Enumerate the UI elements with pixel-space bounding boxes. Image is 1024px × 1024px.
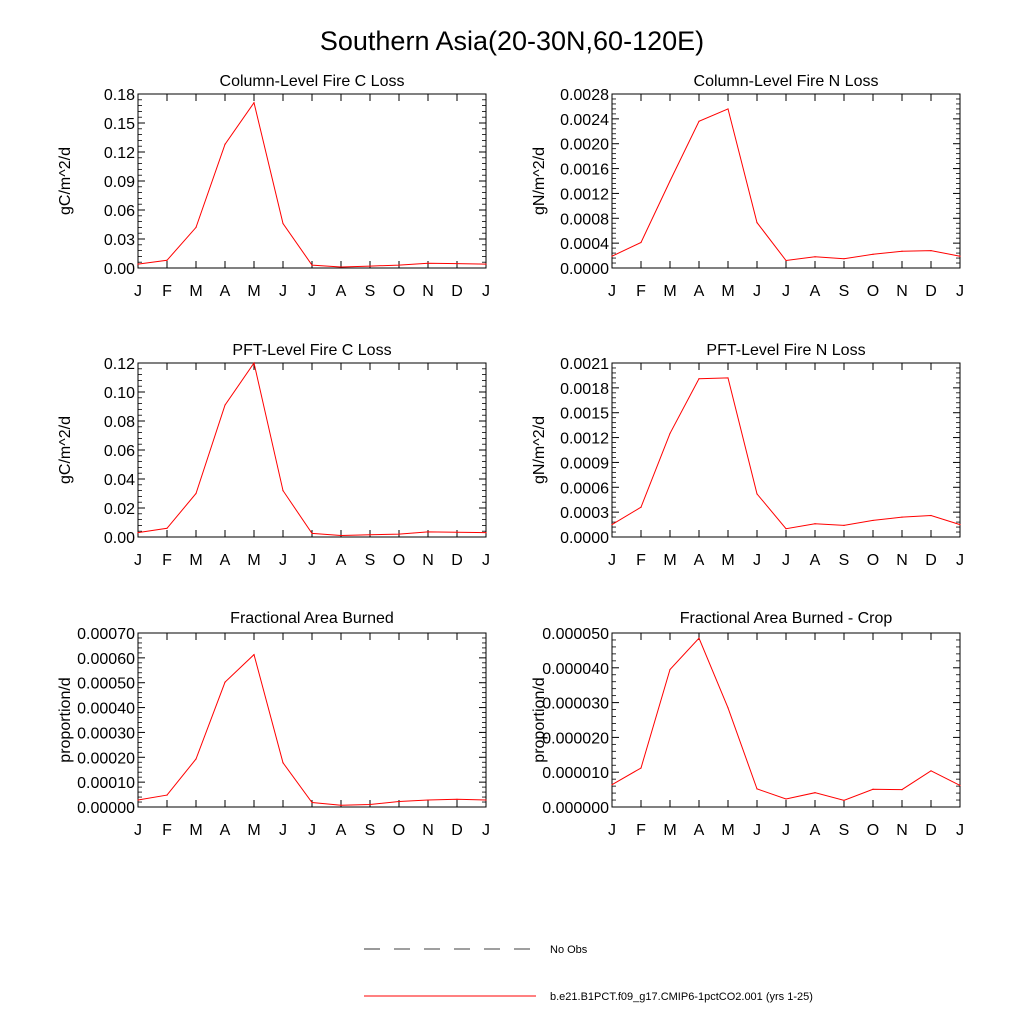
plot-frame [138, 94, 486, 268]
data-point [253, 654, 254, 655]
x-tick-label: A [335, 552, 347, 569]
x-tick-label: O [392, 822, 406, 839]
panel-6 [531, 610, 964, 839]
y-tick-label: 0.00040 [77, 700, 135, 718]
x-tick-label: M [663, 822, 677, 839]
series-line [612, 109, 960, 261]
x-tick-label: J [608, 283, 616, 300]
x-tick-label: N [896, 283, 908, 300]
x-tick-label: J [956, 552, 964, 569]
x-tick-label: A [335, 822, 347, 839]
data-point [456, 532, 457, 533]
x-tick-label: S [838, 283, 850, 300]
x-tick-label: J [482, 283, 490, 300]
data-point [369, 534, 370, 535]
panels [57, 73, 964, 839]
data-point [669, 180, 670, 181]
data-point [814, 256, 815, 257]
data-point [398, 265, 399, 266]
x-tick-label: N [896, 822, 908, 839]
data-point [224, 682, 225, 683]
x-tick-label: N [422, 283, 434, 300]
data-point [311, 802, 312, 803]
data-point [959, 524, 960, 525]
y-axis-label: proportion/d [531, 677, 548, 763]
figure-title: Southern Asia(20-30N,60-120E) [319, 26, 705, 56]
x-tick-label: D [451, 552, 463, 569]
data-point [756, 222, 757, 223]
x-tick-label: J [608, 552, 616, 569]
y-tick-label: 0.04 [103, 472, 135, 489]
y-tick-label: 0.00030 [77, 725, 135, 743]
data-point [785, 260, 786, 261]
series-line [612, 378, 960, 529]
data-point [485, 532, 486, 533]
data-point [195, 758, 196, 759]
y-axis-label: gN/m^2/d [531, 147, 548, 215]
data-point [166, 528, 167, 529]
data-point [340, 805, 341, 806]
y-tick-label: 0.06 [103, 443, 135, 460]
data-point [166, 260, 167, 261]
x-tick-label: A [809, 552, 821, 569]
x-tick-label: S [838, 822, 850, 839]
plot-frame [612, 94, 960, 268]
y-tick-label: 0.000010 [542, 765, 609, 783]
data-point [485, 264, 486, 265]
y-tick-label: 0.06 [103, 203, 135, 220]
x-tick-label: J [482, 822, 490, 839]
y-tick-label: 0.000050 [542, 626, 609, 643]
panel-title: Column-Level Fire N Loss [693, 73, 879, 90]
data-point [611, 256, 612, 257]
data-point [640, 242, 641, 243]
x-tick-label: J [782, 822, 790, 839]
data-point [669, 669, 670, 670]
data-point [698, 121, 699, 122]
y-tick-label: 0.00010 [77, 775, 135, 793]
x-tick-label: J [782, 283, 790, 300]
x-tick-label: M [663, 552, 677, 569]
x-tick-label: A [809, 283, 821, 300]
x-tick-label: J [753, 283, 761, 300]
x-tick-label: M [663, 283, 677, 300]
y-tick-label: 0.000020 [542, 730, 609, 748]
data-point [253, 362, 254, 363]
data-point [698, 378, 699, 379]
data-point [369, 804, 370, 805]
data-point [340, 535, 341, 536]
x-tick-label: N [896, 552, 908, 569]
y-tick-label: 0.0003 [560, 505, 609, 523]
y-tick-label: 0.0028 [560, 87, 609, 104]
y-tick-label: 0.15 [103, 116, 135, 133]
y-axis-label: proportion/d [57, 677, 74, 763]
y-tick-label: 0.08 [103, 414, 135, 431]
data-point [785, 528, 786, 529]
x-tick-label: A [335, 283, 347, 300]
y-axis-label: gC/m^2/d [57, 147, 74, 215]
legend-obs-label: No Obs [550, 944, 588, 956]
y-tick-label: 0.0004 [560, 236, 609, 254]
x-tick-label: J [134, 822, 142, 839]
data-point [814, 523, 815, 524]
x-tick-label: O [392, 552, 406, 569]
data-point [427, 263, 428, 264]
x-tick-label: D [925, 552, 937, 569]
legend-model-label: b.e21.B1PCT.f09_g17.CMIP6-1pctCO2.001 (yrs 1-25) [550, 991, 813, 1003]
series-line [612, 638, 960, 800]
data-point [398, 534, 399, 535]
data-point [253, 102, 254, 103]
y-tick-label: 0.10 [103, 385, 135, 402]
x-tick-label: F [636, 283, 646, 300]
y-tick-label: 0.09 [103, 174, 135, 191]
plot-frame [612, 633, 960, 807]
x-tick-label: J [279, 283, 287, 300]
data-point [727, 377, 728, 378]
data-point [872, 789, 873, 790]
x-tick-label: A [809, 822, 821, 839]
x-tick-label: F [636, 822, 646, 839]
data-point [930, 250, 931, 251]
x-tick-label: F [162, 822, 172, 839]
y-tick-label: 0.00070 [77, 626, 135, 643]
x-tick-label: S [364, 552, 376, 569]
y-tick-label: 0.0020 [560, 136, 609, 154]
data-point [282, 223, 283, 224]
panel-2 [531, 73, 964, 300]
x-tick-label: D [925, 283, 937, 300]
x-tick-label: J [308, 822, 316, 839]
panel-5 [57, 610, 490, 839]
x-tick-label: S [364, 822, 376, 839]
x-tick-label: J [134, 552, 142, 569]
panel-title: PFT-Level Fire N Loss [706, 342, 866, 359]
data-point [785, 798, 786, 799]
x-tick-label: M [247, 822, 261, 839]
y-tick-label: 0.00020 [77, 750, 135, 768]
data-point [195, 493, 196, 494]
x-tick-label: S [364, 283, 376, 300]
panel-title: Fractional Area Burned [230, 610, 394, 627]
y-tick-label: 0.02 [103, 501, 135, 518]
y-tick-label: 0.0018 [560, 380, 609, 398]
data-point [340, 266, 341, 267]
data-point [282, 490, 283, 491]
panel-title: PFT-Level Fire C Loss [232, 342, 392, 359]
data-point [669, 433, 670, 434]
data-point [843, 258, 844, 259]
y-tick-label: 0.0021 [560, 356, 609, 373]
x-tick-label: F [162, 552, 172, 569]
data-point [224, 144, 225, 145]
data-point [398, 801, 399, 802]
panel-3 [57, 342, 490, 569]
x-tick-label: O [392, 283, 406, 300]
x-tick-label: D [451, 283, 463, 300]
y-axis-label: gC/m^2/d [57, 416, 74, 484]
data-point [756, 493, 757, 494]
data-point [137, 264, 138, 265]
data-point [727, 707, 728, 708]
data-point [282, 762, 283, 763]
data-point [959, 785, 960, 786]
x-tick-label: F [636, 552, 646, 569]
x-tick-label: O [866, 552, 880, 569]
y-tick-label: 0.0012 [560, 186, 609, 204]
data-point [311, 265, 312, 266]
y-tick-label: 0.18 [103, 87, 135, 104]
data-point [872, 254, 873, 255]
x-tick-label: A [693, 552, 705, 569]
x-tick-label: J [308, 552, 316, 569]
series-line [138, 655, 486, 806]
x-tick-label: J [308, 283, 316, 300]
x-tick-label: J [134, 283, 142, 300]
y-tick-label: 0.0016 [560, 161, 609, 179]
plot-frame [138, 633, 486, 807]
y-tick-label: 0.0000 [560, 530, 609, 547]
data-point [901, 251, 902, 252]
x-tick-label: M [721, 283, 735, 300]
data-point [224, 404, 225, 405]
y-tick-label: 0.00050 [77, 675, 135, 693]
data-point [427, 531, 428, 532]
data-point [901, 517, 902, 518]
data-point [959, 256, 960, 257]
data-point [611, 524, 612, 525]
y-tick-label: 0.0000 [560, 261, 609, 278]
x-tick-label: D [925, 822, 937, 839]
x-tick-label: J [753, 822, 761, 839]
y-tick-label: 0.00060 [77, 650, 135, 668]
legend [364, 944, 813, 1003]
data-point [930, 770, 931, 771]
x-tick-label: J [956, 283, 964, 300]
data-point [901, 789, 902, 790]
y-tick-label: 0.0024 [560, 111, 609, 129]
x-tick-label: M [247, 552, 261, 569]
x-tick-label: M [189, 552, 203, 569]
y-tick-label: 0.12 [103, 145, 135, 162]
y-tick-label: 0.000030 [542, 695, 609, 713]
y-tick-label: 0.0012 [560, 430, 609, 448]
x-tick-label: O [866, 822, 880, 839]
series-line [138, 363, 486, 536]
panel-title: Column-Level Fire C Loss [219, 73, 405, 90]
x-tick-label: M [721, 822, 735, 839]
data-point [930, 515, 931, 516]
y-tick-label: 0.000040 [542, 660, 609, 678]
data-point [137, 799, 138, 800]
x-tick-label: J [279, 822, 287, 839]
plot-frame [138, 363, 486, 537]
data-point [369, 265, 370, 266]
y-tick-label: 0.03 [103, 232, 135, 249]
y-tick-label: 0.0009 [560, 455, 609, 473]
y-tick-label: 0.0006 [560, 480, 609, 498]
x-tick-label: J [482, 552, 490, 569]
x-tick-label: J [279, 552, 287, 569]
data-point [456, 799, 457, 800]
data-point [311, 533, 312, 534]
data-point [872, 520, 873, 521]
x-tick-label: D [451, 822, 463, 839]
x-tick-label: M [247, 283, 261, 300]
y-tick-label: 0.00 [103, 261, 135, 278]
panel-title: Fractional Area Burned - Crop [679, 610, 893, 627]
data-point [485, 799, 486, 800]
data-point [427, 799, 428, 800]
y-tick-label: 0.0008 [560, 211, 609, 229]
panel-4 [531, 342, 964, 569]
data-point [640, 507, 641, 508]
y-tick-label: 0.00000 [77, 800, 135, 817]
x-tick-label: J [782, 552, 790, 569]
data-point [727, 108, 728, 109]
x-tick-label: M [189, 283, 203, 300]
x-tick-label: A [219, 822, 231, 839]
data-point [843, 800, 844, 801]
x-tick-label: A [693, 283, 705, 300]
data-point [195, 227, 196, 228]
x-tick-label: F [162, 283, 172, 300]
x-tick-label: M [721, 552, 735, 569]
panel-1 [57, 73, 490, 300]
data-point [814, 792, 815, 793]
series-line [138, 103, 486, 267]
x-tick-label: A [693, 822, 705, 839]
x-tick-label: A [219, 552, 231, 569]
data-point [611, 784, 612, 785]
x-tick-label: J [956, 822, 964, 839]
x-tick-label: A [219, 283, 231, 300]
y-axis-label: gN/m^2/d [531, 416, 548, 484]
y-tick-label: 0.0015 [560, 405, 609, 423]
data-point [166, 794, 167, 795]
x-tick-label: J [608, 822, 616, 839]
data-point [456, 263, 457, 264]
data-point [843, 525, 844, 526]
x-tick-label: N [422, 822, 434, 839]
data-point [640, 767, 641, 768]
x-tick-label: O [866, 283, 880, 300]
y-tick-label: 0.000000 [542, 800, 609, 817]
y-tick-label: 0.12 [103, 356, 135, 373]
data-point [137, 532, 138, 533]
x-tick-label: M [189, 822, 203, 839]
data-point [756, 788, 757, 789]
x-tick-label: N [422, 552, 434, 569]
y-tick-label: 0.00 [103, 530, 135, 547]
data-point [698, 638, 699, 639]
plot-frame [612, 363, 960, 537]
x-tick-label: S [838, 552, 850, 569]
x-tick-label: J [753, 552, 761, 569]
